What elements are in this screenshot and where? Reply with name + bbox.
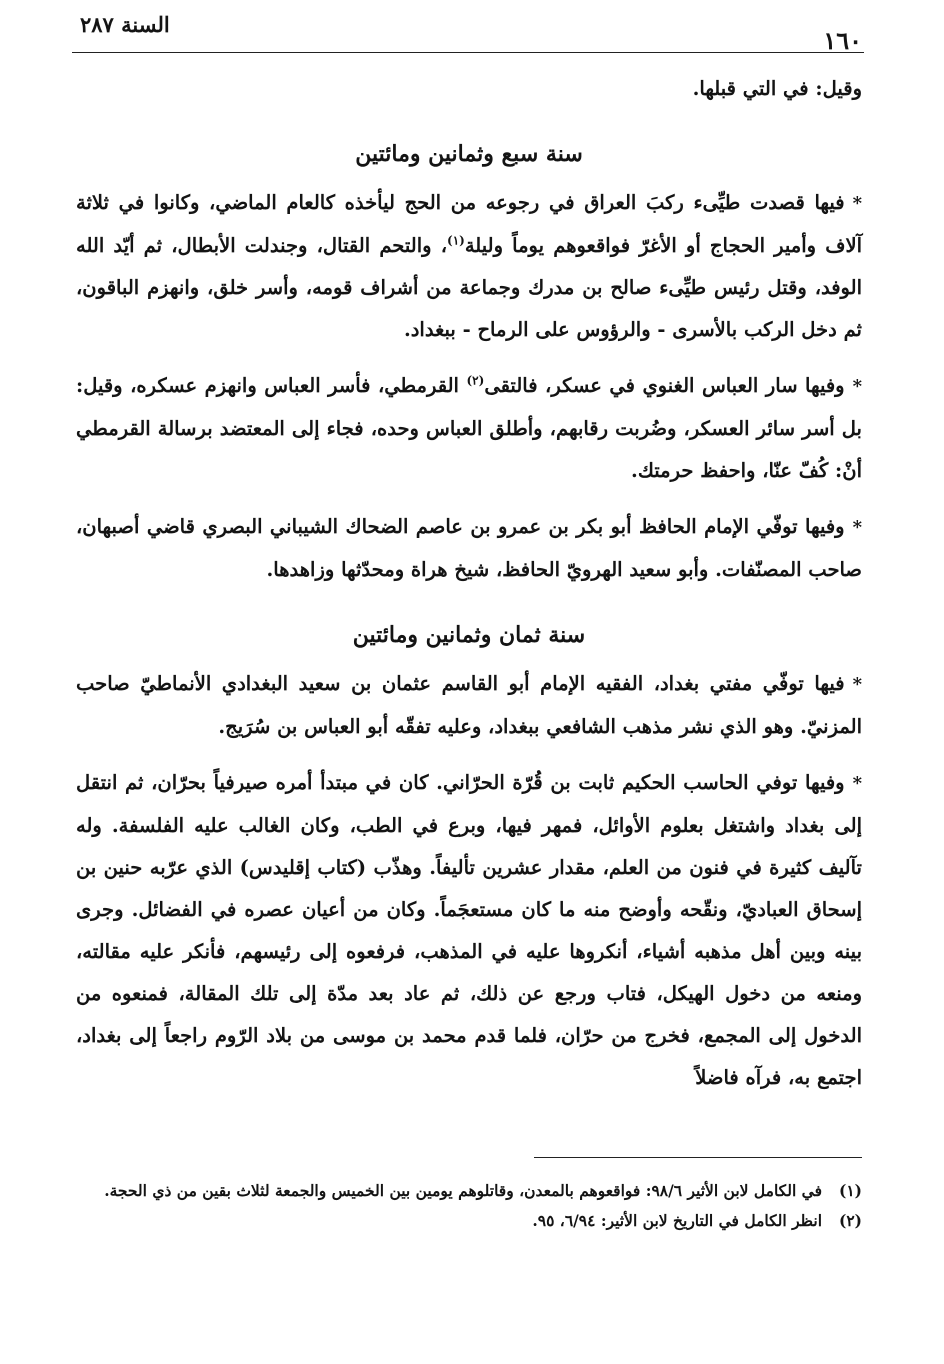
footnote-text: انظر الكامل في التاريخ لابن الأثير: ٦/٩٤، ٩٥. bbox=[532, 1211, 822, 1230]
bullet-star: * bbox=[852, 773, 862, 794]
section-heading-288: سنة ثمان وثمانين ومائتين bbox=[352, 622, 586, 648]
main-text bbox=[76, 68, 862, 1099]
running-header bbox=[72, 12, 862, 55]
footnote-text: في الكامل لابن الأثير ٩٨/٦: فواقعوهم بالمعدن، وقاتلوهم يومين بين الخميس والجمعة لثلاث بقين من ذي الحجة. bbox=[104, 1181, 822, 1200]
footnotes bbox=[76, 1176, 862, 1236]
footnote-number: (١) bbox=[838, 1181, 862, 1200]
paragraph-text: فيها قصدت طيِّىء ركبَ العراق في رجوعه من الحج ليأخذه كالعام الماضي، وكانوا في ثلاثة آلاف وأمير الحجاج أو الأغرّ فواقعوهم يوماً وليلة bbox=[76, 191, 862, 257]
footnote-2 bbox=[76, 1206, 862, 1236]
footnote-divider bbox=[534, 1157, 862, 1158]
paragraph-text: القرمطي، فأسر العباس وانهزم عسكره، وقيل: بل أسر سائر العسكر، وضُربت رقابهم، وأطلق العباس وحده، فجاء إلى المعتضد برسالة القرمطي أنْ: كُفّ عنّا، واحفظ حرمتك. bbox=[76, 374, 862, 482]
header-divider bbox=[72, 52, 864, 53]
paragraph bbox=[76, 762, 862, 1099]
section-heading-287: سنة سبع وثمانين ومائتين bbox=[355, 141, 583, 167]
bullet-star: * bbox=[852, 517, 862, 538]
bullet-star: * bbox=[852, 376, 863, 397]
intro-line: وقيل: في التي قبلها. bbox=[692, 77, 862, 100]
running-title: السنة ٢٨٧ bbox=[80, 12, 170, 37]
footnote-1 bbox=[76, 1176, 862, 1206]
paragraph-text: وفيها توفّي الإمام الحافظ أبو بكر بن عمرو بن عاصم الضحاك الشيباني البصري قاضي أصبهان، صاحب المصنّفات. وأبو سعيد الهرويّ الحافظ، شيخ هراة ومحدّثها وزاهدها. bbox=[76, 515, 862, 581]
paragraph-text: وفيها سار العباس الغنوي في عسكر، فالتقى bbox=[484, 374, 845, 397]
footnote-number: (٢) bbox=[838, 1211, 862, 1230]
paragraph bbox=[76, 182, 862, 351]
paragraph-text: ، والتحم القتال، وجندلت الأبطال، ثم أيّد الله الوفد، وقتل رئيس طيِّىء صالح بن مدرك وجماعة من أشراف قومه، وأسر خلق، وانهزم الباقون، ثم دخل الركب بالأسرى - والرؤوس على الرماح - ببغداد. bbox=[76, 234, 862, 341]
paragraph-text: فيها توفّي مفتي بغداد، الفقيه الإمام أبو القاسم عثمان بن سعيد البغدادي الأنماطيّ صاحب المزنيّ. وهو الذي نشر مذهب الشافعي ببغداد، وعليه تفقّه أبو العباس بن سُرَيج. bbox=[76, 672, 862, 738]
footnote-ref-2[interactable]: (٢) bbox=[466, 373, 485, 388]
paragraph bbox=[76, 506, 862, 591]
page-number: ١٦٠ bbox=[823, 26, 862, 55]
footnote-ref-1[interactable]: (١) bbox=[447, 233, 465, 248]
bullet-star: * bbox=[852, 193, 862, 214]
paragraph-text: وفيها توفي الحاسب الحكيم ثابت بن قُرّة الحرّاني. كان في مبتدأ أمره صيرفياً بحرّان، ثم انتقل إلى بغداد واشتغل بعلوم الأوائل، فمهر فيها، وبرع في الطب، وكان الغالب عليه الفلسفة. وله تآليف كثيرة في فنون من العلم، مقدار عشرين تأليفاً. وهذّب (كتاب إقليدس) الذي عرّبه حنين بن إسحاق العباديّ، ونقّحه وأوضح منه ما كان مستعجَماً. وكان من أعيان عصره في الفضائل. وجرى بينه وبين أهل مذهبه أشياء، أنكروها عليه في المذهب، فرفعوه إلى رئيسهم، فأنكر عليه مقالته، ومنعه من دخول الهيكل، فتاب ورجع عن ذلك، ثم عاد بعد مدّة إلى تلك المقالة، فمنعوه من الدخول إلى المجمع، فخرج من حرّان، فلما قدم محمد بن موسى من بلاد الرّوم راجعاً إلى بغداد، اجتمع به، فرآه فاضلاً bbox=[76, 771, 862, 1089]
paragraph bbox=[76, 365, 862, 492]
bullet-star: * bbox=[852, 674, 862, 695]
paragraph bbox=[76, 663, 862, 748]
